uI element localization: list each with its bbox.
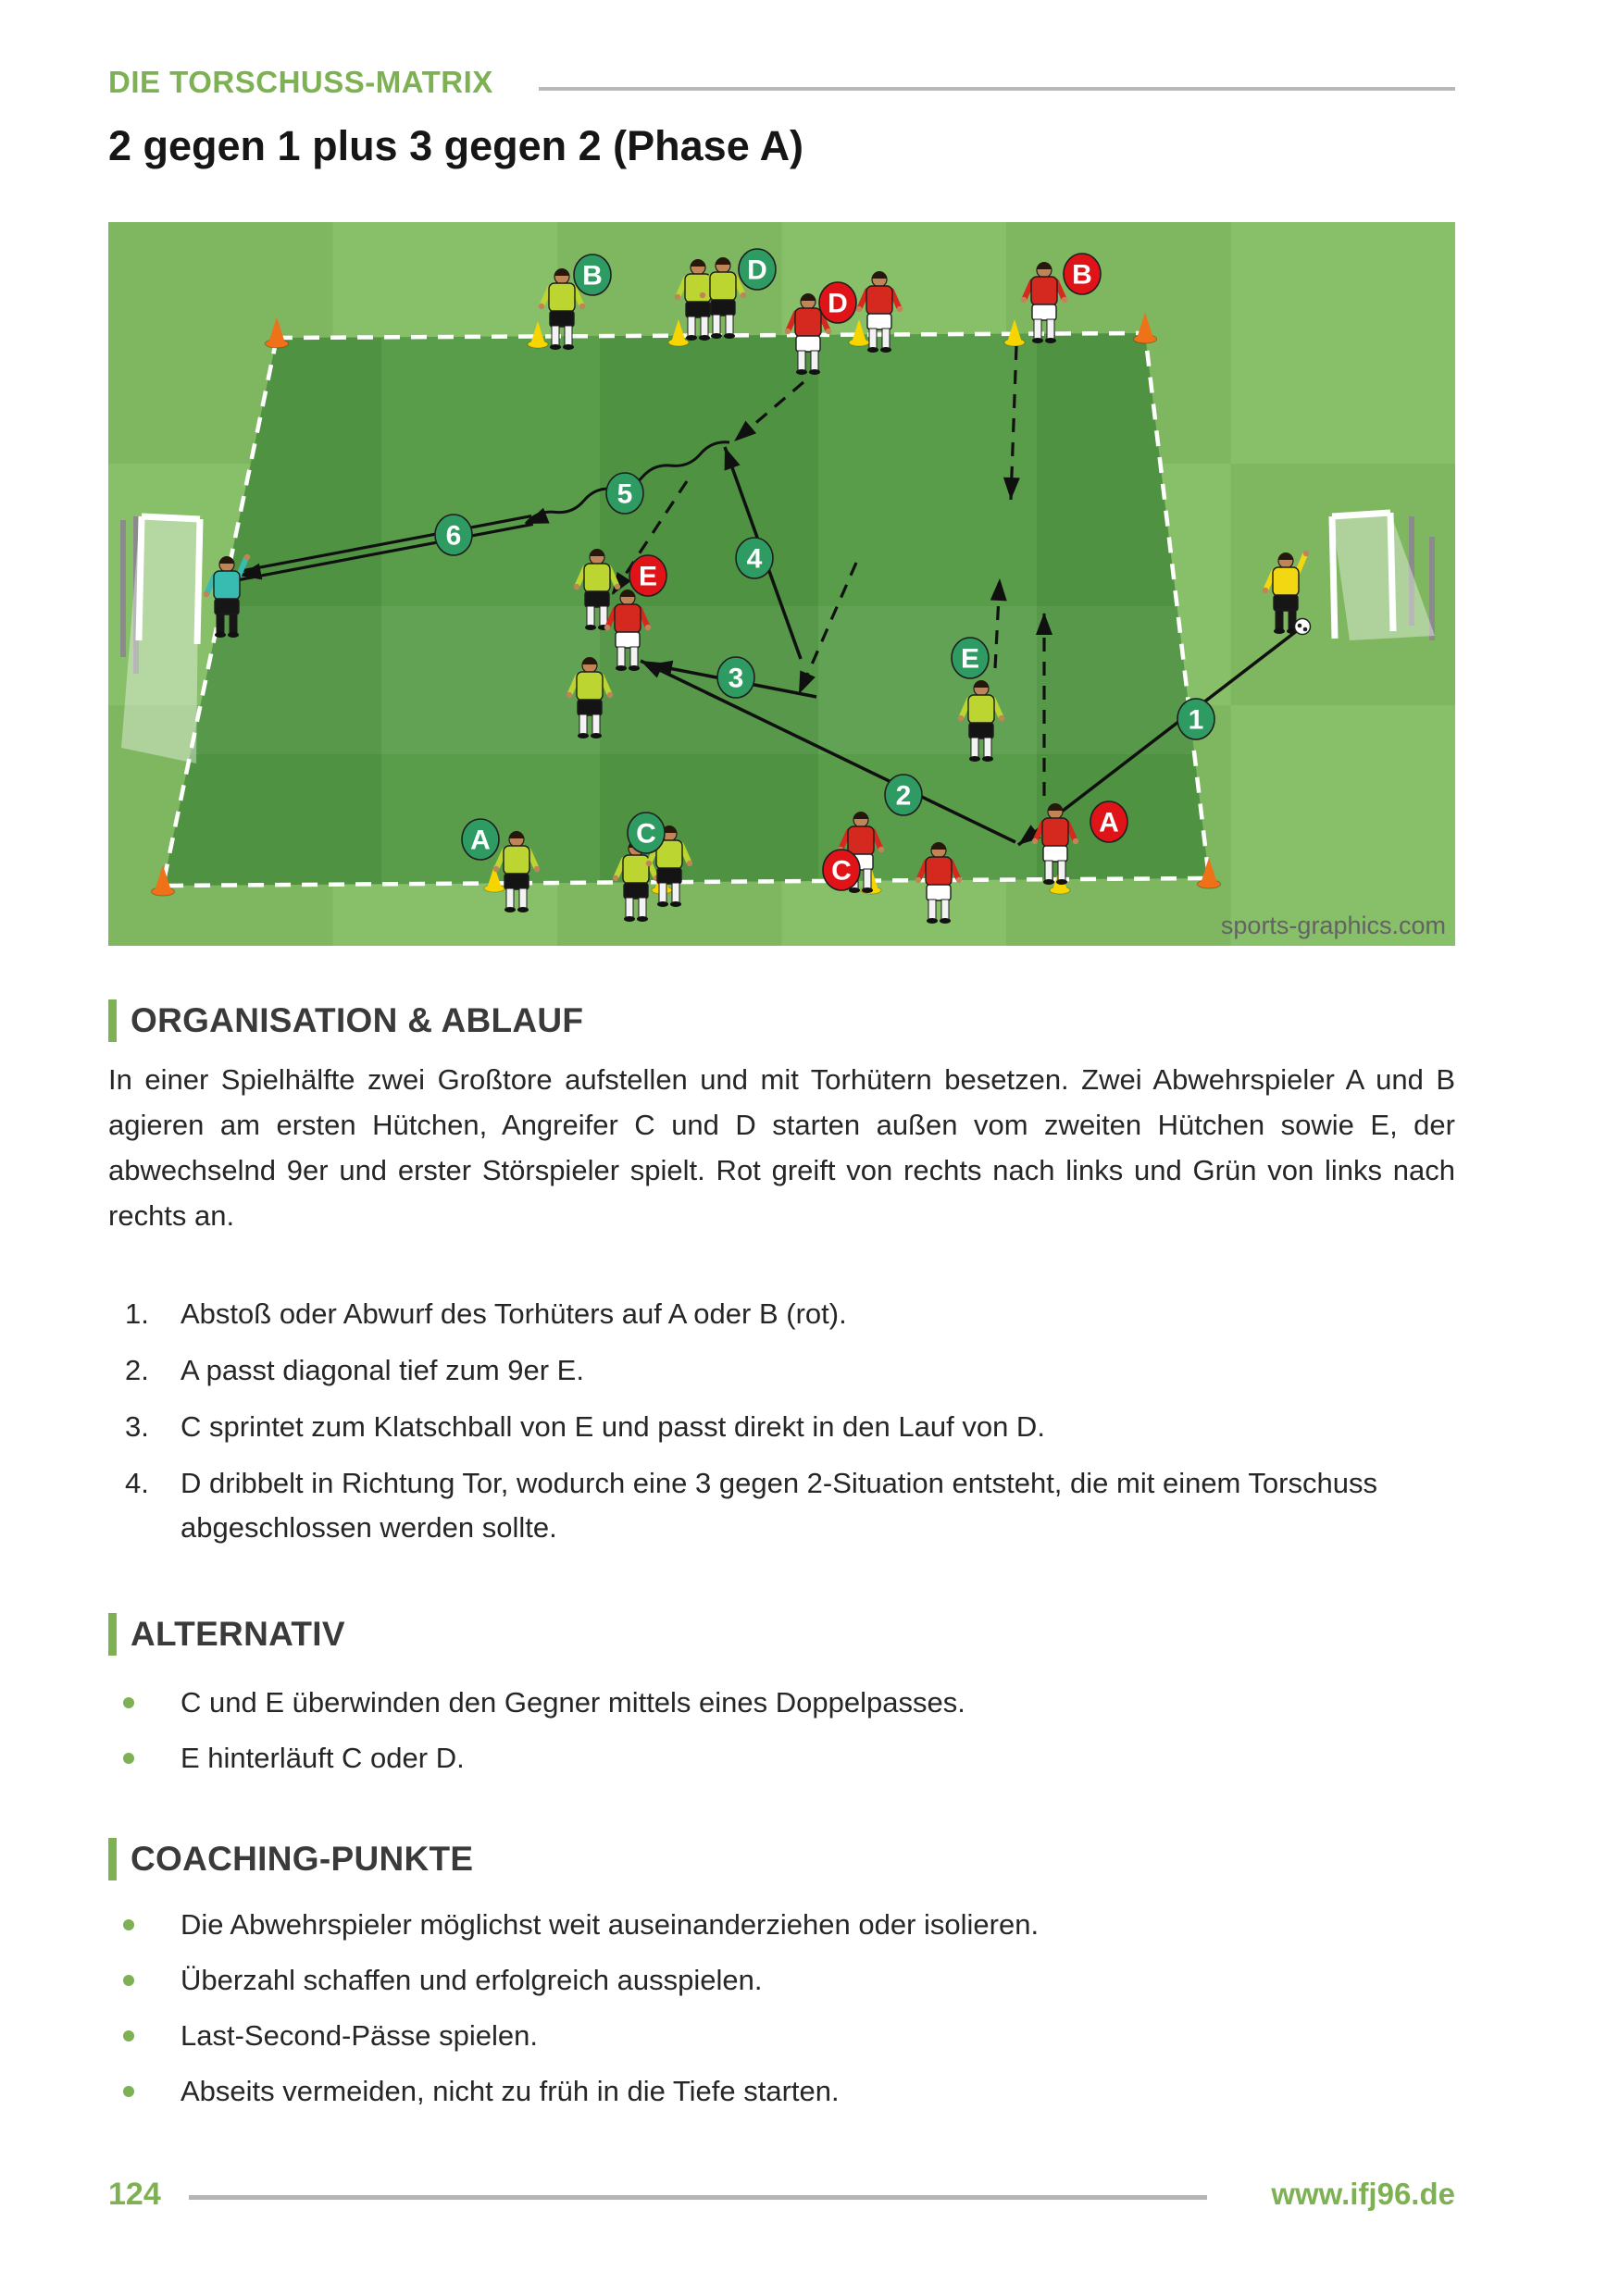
- svg-text:A: A: [1099, 807, 1119, 838]
- section-heading: ORGANISATION & ABLAUF: [131, 1001, 584, 1039]
- section-coaching: [108, 1838, 473, 1880]
- step-marker-3: [717, 657, 754, 698]
- svg-text:3: 3: [728, 663, 744, 694]
- list-item: [108, 1681, 1441, 1725]
- section-heading: ALTERNATIV: [131, 1615, 345, 1653]
- step-number: 1.: [125, 1297, 149, 1330]
- list-item: [108, 1292, 1441, 1336]
- svg-text:D: D: [747, 254, 767, 286]
- svg-text:B: B: [582, 260, 603, 292]
- bullet-text: Last-Second-Pässe spielen.: [181, 2019, 539, 2052]
- bullet-dot-icon: [123, 1975, 134, 1986]
- bullet-dot-icon: [123, 2030, 134, 2042]
- bullet-text: Abseits vermeiden, nicht zu früh in die Tiefe starten.: [181, 2075, 840, 2107]
- bullet-dot-icon: [123, 1697, 134, 1708]
- page-category: DIE TORSCHUSS-MATRIX: [108, 65, 493, 99]
- svg-text:A: A: [470, 825, 491, 856]
- svg-text:D: D: [828, 288, 848, 319]
- list-item: [108, 2014, 1441, 2058]
- watermark: sports-graphics.com: [1220, 912, 1446, 939]
- step-text: C sprintet zum Klatschball von E und passt direkt in den Lauf von D.: [181, 1410, 1045, 1443]
- step-marker-1: [1177, 699, 1214, 739]
- alternativ-bullets: [108, 1681, 1441, 1792]
- step-marker-2: [885, 775, 922, 815]
- section-accent-bar: [108, 1838, 117, 1880]
- organisation-paragraph: In einer Spielhälfte zwei Großtore aufstellen und mit Torhütern besetzen. Zwei Abwehrspieler A und B agieren am ersten Hütchen, Angreifer C und D starten außen vom zweiten Hütchen sowie E, der abwechselnd 9er und erster Störspieler spielt. Rot greift von rechts nach links und Grün von links nach rechts an.: [108, 1063, 1455, 1232]
- step-number: 4.: [125, 1467, 149, 1499]
- footer-divider-line: [189, 2195, 1207, 2200]
- player-label-red-A: [1090, 801, 1127, 842]
- player-label-green-C: [628, 813, 665, 853]
- section-organisation: [108, 999, 583, 1042]
- bullet-dot-icon: [123, 1753, 134, 1764]
- bullet-dot-icon: [123, 1919, 134, 1930]
- step-marker-5: [606, 473, 643, 514]
- section-accent-bar: [108, 999, 117, 1042]
- step-number: 3.: [125, 1410, 149, 1443]
- list-item: [108, 1736, 1441, 1781]
- page-title: 2 gegen 1 plus 3 gegen 2 (Phase A): [108, 122, 804, 169]
- svg-text:B: B: [1072, 259, 1092, 291]
- player-label-red-D: [819, 282, 856, 323]
- svg-text:E: E: [960, 643, 980, 675]
- list-item: [108, 2069, 1441, 2114]
- svg-text:E: E: [638, 561, 658, 592]
- bullet-text: Die Abwehrspieler möglichst weit auseinanderziehen oder isolieren.: [181, 1908, 1040, 1941]
- bullet-text: E hinterläuft C oder D.: [181, 1742, 465, 1774]
- list-item: [108, 1903, 1441, 1947]
- svg-text:C: C: [636, 818, 656, 850]
- list-item: [108, 1958, 1441, 2003]
- ball: [1295, 619, 1311, 635]
- bullet-dot-icon: [123, 2086, 134, 2097]
- svg-text:2: 2: [895, 780, 912, 812]
- player-label-red-C: [823, 850, 860, 890]
- header-divider-line: [539, 87, 1455, 91]
- section-accent-bar: [108, 1613, 117, 1656]
- player-label-green-D: [739, 249, 776, 290]
- step-marker-4: [736, 538, 773, 578]
- step-text: D dribbelt in Richtung Tor, wodurch eine 3 gegen 2-Situation entsteht, die mit einem Torschuss abgeschlossen werden sollte.: [181, 1467, 1377, 1544]
- player-label-green-B: [574, 254, 611, 295]
- player-label-red-E: [629, 555, 666, 596]
- svg-text:5: 5: [616, 478, 633, 510]
- steps-list: [108, 1292, 1441, 1562]
- player-label-red-B: [1064, 254, 1101, 294]
- bullet-text: C und E überwinden den Gegner mittels eines Doppelpasses.: [181, 1686, 965, 1719]
- list-item: [108, 1461, 1441, 1550]
- list-item: [108, 1348, 1441, 1393]
- section-heading: COACHING-PUNKTE: [131, 1840, 474, 1878]
- list-item: [108, 1405, 1441, 1449]
- coaching-bullets: [108, 1903, 1441, 2125]
- step-text: A passt diagonal tief zum 9er E.: [181, 1354, 584, 1386]
- footer-website: www.ifj96.de: [1271, 2177, 1455, 2211]
- soccer-field-diagram: [108, 222, 1455, 946]
- svg-text:C: C: [831, 855, 852, 887]
- step-number: 2.: [125, 1354, 149, 1386]
- section-alternativ: [108, 1613, 345, 1656]
- svg-text:1: 1: [1188, 704, 1204, 736]
- drill-figure: [108, 222, 1455, 946]
- player-label-green-A: [462, 819, 499, 860]
- svg-text:6: 6: [445, 520, 462, 552]
- step-marker-6: [435, 515, 472, 555]
- page-number: 124: [108, 2177, 161, 2212]
- bullet-text: Überzahl schaffen und erfolgreich ausspielen.: [181, 1964, 763, 1996]
- step-text: Abstoß oder Abwurf des Torhüters auf A oder B (rot).: [181, 1297, 847, 1330]
- svg-text:4: 4: [746, 543, 763, 575]
- player-label-green-E: [952, 638, 989, 678]
